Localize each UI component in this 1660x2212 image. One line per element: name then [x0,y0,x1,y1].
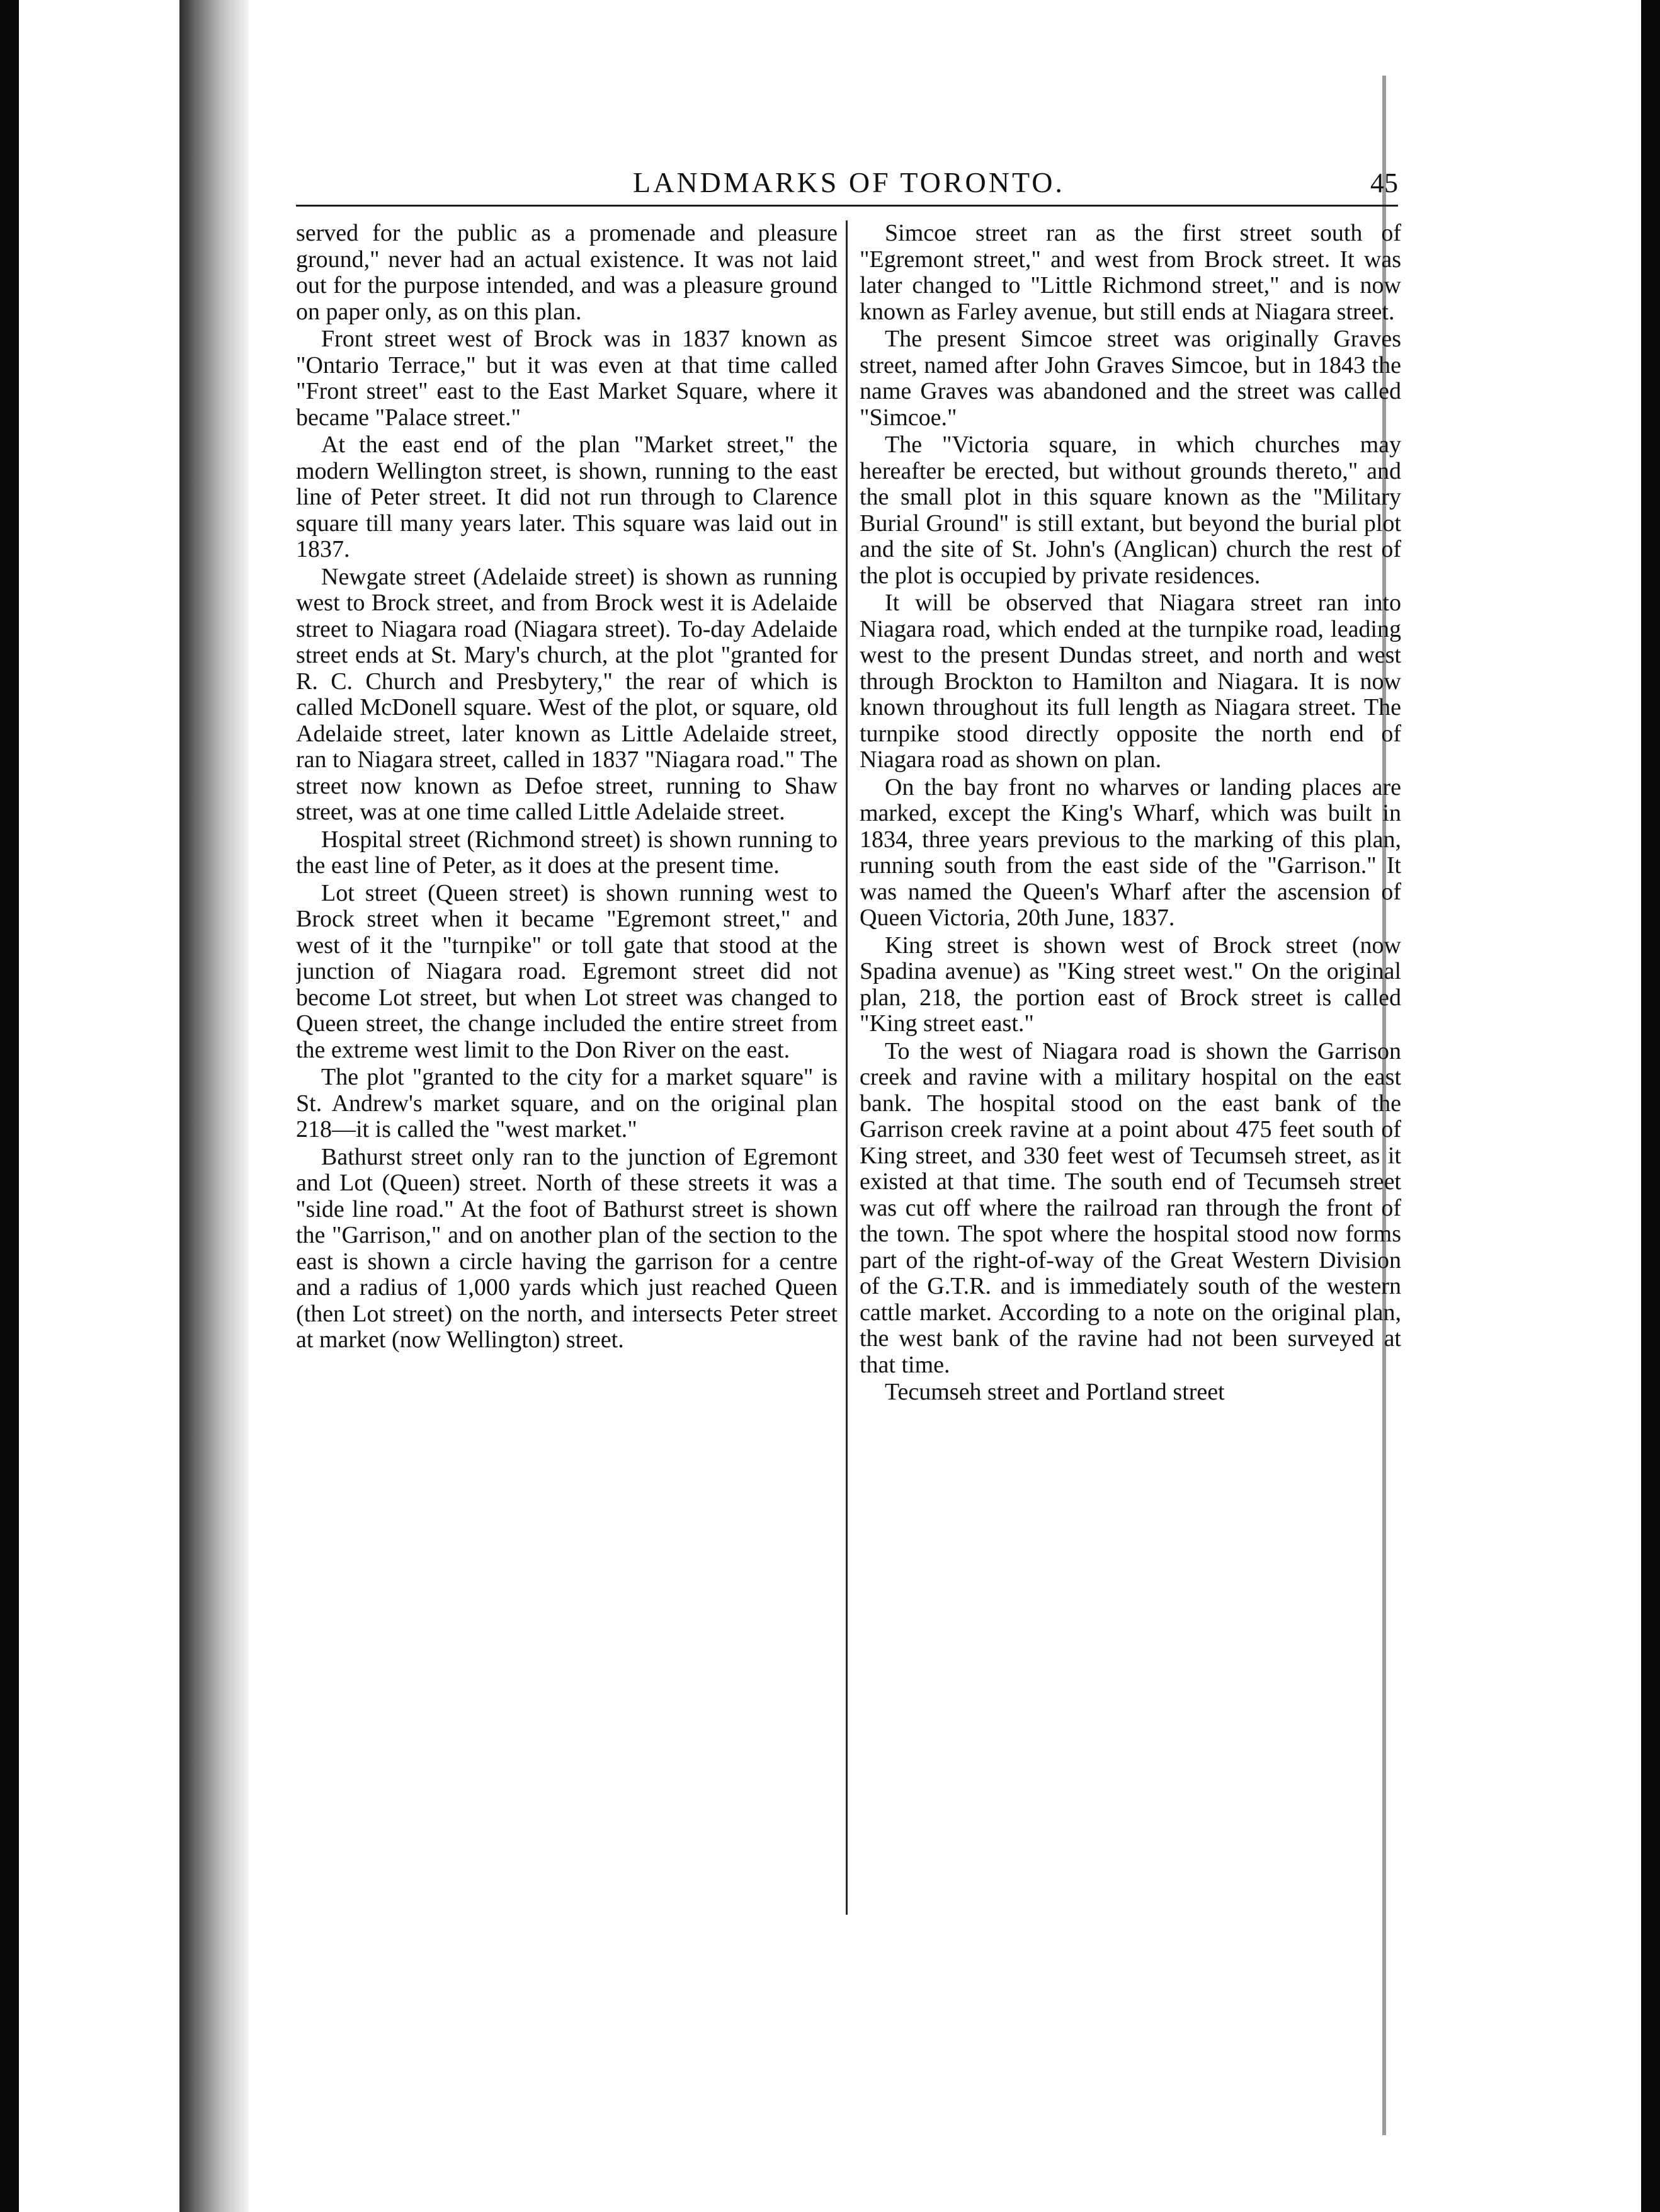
binding-edge-left [0,0,19,2212]
column-rule [846,220,848,1915]
page-number: 45 [1370,168,1398,198]
paragraph: Hospital street (Richmond street) is shown running to the east line of Peter, as it does at the present time. [296,826,838,879]
paragraph: Lot street (Queen street) is shown running west to Brock street when it became "Egremont street," and west of it the "turnpike" or toll gate that stood at the junction of Niagara road. Egremont street did not become Lot street, but when Lot street was changed to Queen street, the change included the entire street from the extreme west limit to the Don River on the east. [296,879,838,1063]
paragraph: To the west of Niagara road is shown the Garrison creek and ravine with a military hospital on the east bank. The hospital stood on the east bank of the Garrison creek ravine at a point about 475 feet south of King street, and 330 feet west of Tecumseh street, as it existed at that time. The south end of Tecumseh street was cut off where the railroad ran through the front of the town. The spot where the hospital stood now forms part of the right-of-way of the Great Western Division of the G.T.R. and is immediately south of the western cattle market. According to a note on the original plan, the west bank of the ravine had not been surveyed at that time. [860,1037,1401,1378]
paragraph: Simcoe street ran as the first street south of "Egremont street," and west from Brock street. It was later changed to "Little Richmond street," and is now known as Farley avenue, but still ends at Niagara street. [860,220,1401,325]
paragraph: It will be observed that Niagara street ran into Niagara road, which ended at the turnpike road, leading west to the present Dundas street, and north and west through Brockton to Hamilton and Niagara. It is now known throughout its full length as Niagara street. The turnpike stood directly opposite the north end of Niagara road as shown on plan. [860,590,1401,773]
paragraph: The present Simcoe street was originally Graves street, named after John Graves Simcoe, but in 1843 the name Graves was abandoned and the street was called "Simcoe." [860,326,1401,431]
paragraph: The plot "granted to the city for a market square" is St. Andrew's market square, and on the original plan 218—it is called the "west market." [296,1064,838,1143]
paragraph: Newgate street (Adelaide street) is shown as running west to Brock street, and from Brock west it is Adelaide street to Niagara road (Niagara street). To-day Adelaide street ends at St. Mary's church, at the plot "granted for R. C. Church and Presbytery," the rear of which is called McDonell square. West of the plot, or square, old Adelaide street, later known as Little Adelaide street, ran to Niagara street, called in 1837 "Niagara road." The street now known as Defoe street, running to Shaw street, was at one time called Little Adelaide street. [296,563,838,825]
left-column [296,220,838,1915]
running-head [296,161,1398,211]
paragraph: Front street west of Brock was in 1837 known as "Ontario Terrace," but it was even at that time called "Front street" east to the East Market Square, where it became "Palace street." [296,326,838,431]
right-column [860,220,1401,1915]
paragraph: The "Victoria square, in which churches may hereafter be erected, but without grounds thereto," and the small plot in this square known as the "Military Burial Ground" is still extant, but beyond the burial plot and the site of St. John's (Anglican) church the rest of the plot is occupied by private residences. [860,431,1401,589]
paragraph: Bathurst street only ran to the junction of Egremont and Lot (Queen) street. North of these streets it was a "side line road." At the foot of Bathurst street is shown the "Garrison," and on another plan of the section to the east is shown a circle having the garrison for a centre and a radius of 1,000 yards which just reached Queen (then Lot street) on the north, and intersects Peter street at market (now Wellington) street. [296,1143,838,1353]
binding-edge-right [1641,0,1660,2212]
paragraph: Tecumseh street and Portland street [885,1379,1225,1405]
paragraph: King street is shown west of Brock street (now Spadina avenue) as "King street west." On the original plan, 218, the portion east of Brock street is called "King street east." [860,932,1401,1037]
running-head-title: LANDMARKS OF TORONTO. [633,166,1065,198]
binding-gutter-shadow [179,0,249,2212]
paragraph: On the bay front no wharves or landing places are marked, except the King's Wharf, which was built in 1834, three years previous to the marking of this plan, running south from the east side of the "Garrison." It was named the Queen's Wharf after the ascension of Queen Victoria, 20th June, 1837. [860,773,1401,931]
header-rule [296,205,1398,207]
paragraph: At the east end of the plan "Market street," the modern Wellington street, is shown, running to the east line of Peter street. It did not run through to Clarence square till many years later. This square was laid out in 1837. [296,431,838,562]
paragraph: served for the public as a promenade and pleasure ground," never had an actual existence. It was not laid out for the purpose intended, and was a pleasure ground on paper only, as on this plan. [296,220,838,325]
